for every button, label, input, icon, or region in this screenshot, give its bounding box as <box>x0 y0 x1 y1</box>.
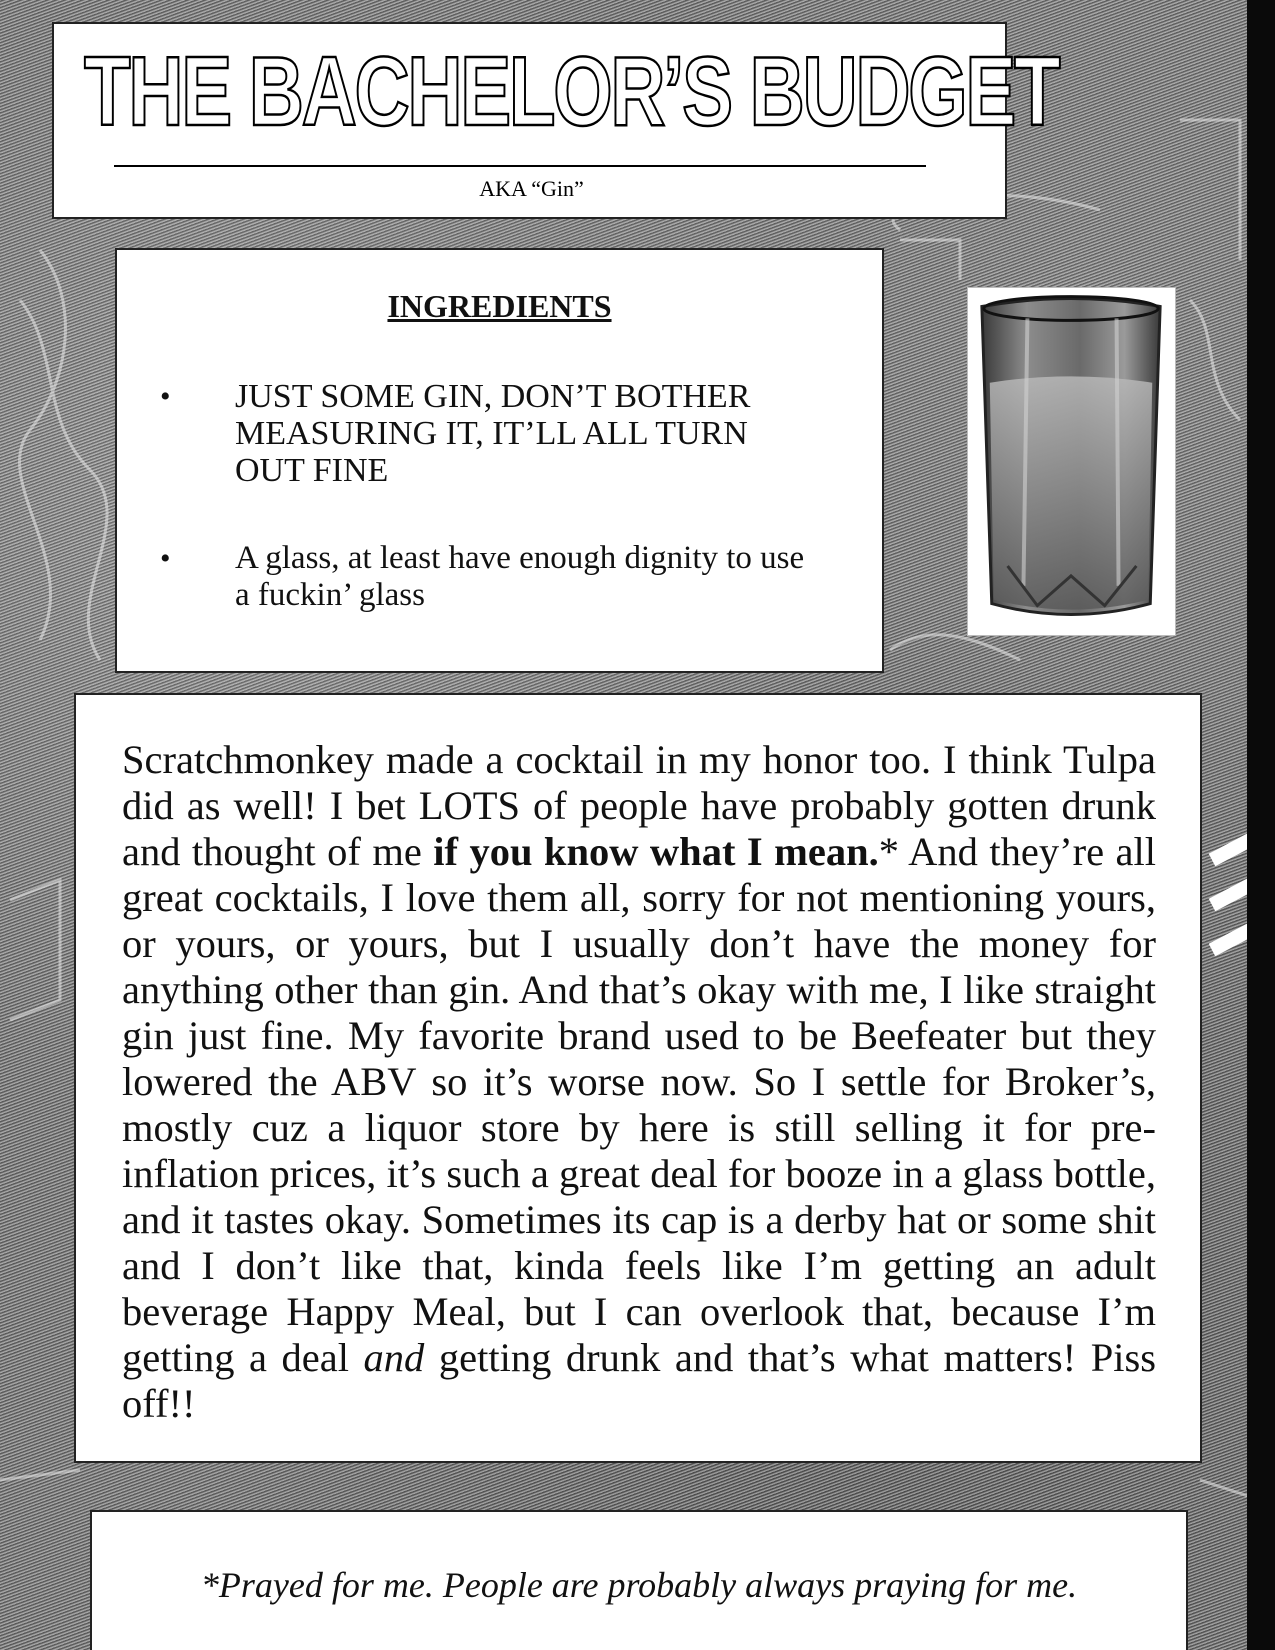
title-underline <box>114 165 926 167</box>
ingredients-heading: INGREDIENTS <box>387 288 612 324</box>
page-title: THE BACHELOR’S BUDGET <box>84 36 1059 146</box>
story-box <box>74 693 1202 1463</box>
ingredient-text: A glass, at least have enough dignity to use a fuckin’ glass <box>235 540 805 613</box>
ingredient-text: JUST SOME GIN, DON’T BOTHER MEASURING IT, IT’LL ALL TURN OUT FINE <box>235 378 751 489</box>
ingredient-item <box>160 378 815 489</box>
title-box <box>52 22 1059 219</box>
footnote-box <box>90 1510 1188 1650</box>
glass-photo <box>967 287 1176 636</box>
story-part-2: * And they’re all great cocktails, I love them all, sorry for not mentioning yours, or yours, or yours, but I usually don’t have the money for anything other than gin. And that’s okay with me, I like straight gin just fine. My favorite brand used to be Beefeater but they lowered the ABV so it’s worse now. So I settle for Broker’s, mostly cuz a liquor store by here is still selling it for pre-inflation prices, it’s such a great deal for booze in a glass bottle, and it tastes okay. Sometimes its cap is a derby hat or some shit and I don’t like that, kinda feels like I’m getting an adult beverage Happy Meal, but I can overlook that, because I’m getting a deal <box>122 829 1156 1380</box>
ingredient-item <box>160 540 815 614</box>
page-subtitle: AKA “Gin” <box>479 176 584 201</box>
story-bold-phrase: if you know what I mean. <box>433 829 879 874</box>
story-italic-word: and <box>363 1335 425 1380</box>
bullet-icon: • <box>160 542 171 575</box>
footnote-text: *Prayed for me. People are probably always praying for me. <box>200 1565 1078 1605</box>
story-part-1: Scratchmonkey made a cocktail in my honor too. I think Tulpa did as well! I bet LOTS of people have probably gotten drunk and thought of me <box>122 737 1156 874</box>
story-part-3: getting drunk and that’s what matters! Piss off!! <box>122 1335 1156 1426</box>
ingredients-box <box>115 248 884 673</box>
bullet-icon: • <box>160 380 171 413</box>
right-edge-bar <box>1247 0 1275 1650</box>
glass-of-gin-icon <box>968 288 1175 635</box>
story-text <box>122 737 1156 1427</box>
